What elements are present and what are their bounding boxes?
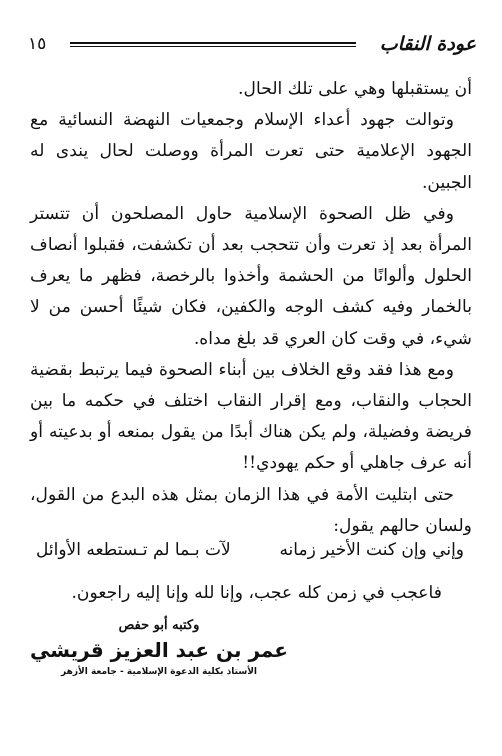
paragraph: ومع هذا فقد وقع الخلاف بين أبناء الصحوة فيما يرتبط بقضية الحجاب والنقاب، ومع إقرار النقاب اختلف في حكمه ما بين فريضة وفضيلة، ولم يكن هناك أبدًا من يقول بمنعه أو بدعيته أو أنه عرف جاهلي أو حكم يهودي!! (30, 359, 472, 474)
closing-sentence: فاعجب في زمن كله عجب، وإنا لله وإنا إليه راجعون. (71, 583, 442, 603)
paragraph-continuation: أن يستقبلها وهي على تلك الحال. (238, 79, 472, 99)
verse-first-hemistich: وإني وإن كنت الأخير زمانه (279, 540, 464, 560)
page-number: ١٥ (28, 34, 47, 54)
header-rule-thick (70, 42, 356, 44)
signature-written-by: وكتبه أبو حفص (118, 618, 200, 633)
poetry-verse (30, 535, 472, 565)
header-double-rule (70, 42, 356, 48)
paragraph: وفي ظل الصحوة الإسلامية حاول المصلحون أن تتستر المرأة بعد إذ تعرت وأن تتحجب بعد أن تكشفت، فقبلوا أنصاف الحلول وألوانًا من الحشمة وأخذوا بالرخصة، فظهر ما يعرف بالخمار وفيه كشف الوجه والكفين، فكان شيئًا أحسن من لا شيء، في وقت كان العري قد بلغ مداه. (30, 203, 472, 349)
signature-block (24, 617, 294, 679)
running-title: عودة النقاب (379, 33, 476, 55)
verse-second-hemistich: لآت بـما لم تـستطعه الأوائل (36, 540, 231, 560)
header-rule-thin (70, 46, 356, 47)
body-text (30, 74, 472, 542)
paragraph: وتوالت جهود أعداء الإسلام وجمعيات النهضة النسائية مع الجهود الإعلامية حتى تعرت المرأة ووصلت لحال يندى له الجبين. (30, 110, 472, 193)
paragraph: حتى ابتليت الأمة في هذا الزمان بمثل هذه البدع من القول، ولسان حالهم يقول: (30, 484, 472, 536)
author-name: عمر بن عبد العزيز قريشي (30, 638, 288, 662)
page-header (24, 30, 478, 66)
author-affiliation: الأستاذ بكلية الدعوة الإسلامية - جامعة الأزهر (61, 667, 257, 677)
